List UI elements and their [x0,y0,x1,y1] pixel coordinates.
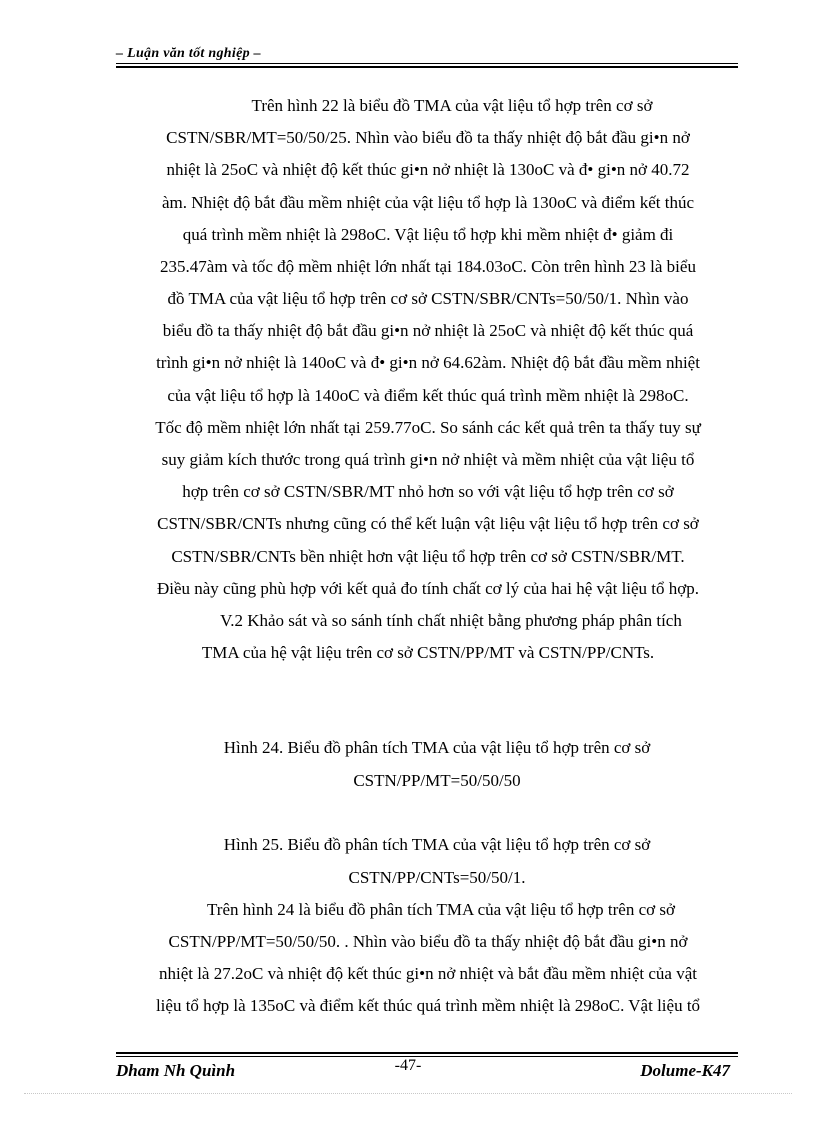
text-line: suy giảm kích thước trong quá trình gi•n nở nhiệt và mềm nhiệt của vật liệu tổ [161,450,695,469]
text-line: Trên hình 22 là biểu đồ TMA của vật liệu tổ hợp trên cơ sở [251,96,653,115]
text-line: Trên hình 24 là biểu đồ phân tích TMA của vật liệu tổ hợp trên cơ sở [207,900,675,919]
text-line: 235.47àm và tốc độ mềm nhiệt lớn nhất tại 184.03oC. Còn trên hình 23 là biểu [160,257,696,276]
text-line: CSTN/SBR/CNTs nhưng cũng có thể kết luận vật liệu vật liệu tổ hợp trên cơ sở [157,514,699,533]
figure-caption: CSTN/PP/MT=50/50/50 [353,771,521,790]
text-line: nhiệt là 25oC và nhiệt độ kết thúc gi•n nở nhiệt là 130oC và đ• gi•n nở 40.72 [166,160,690,179]
text-line: của vật liệu tổ hợp là 140oC và điểm kết thúc quá trình mềm nhiệt là 298oC. [167,386,689,405]
text-line: hợp trên cơ sở CSTN/SBR/MT nhỏ hơn so với vật liệu tổ hợp trên cơ sở [182,482,674,501]
figure-caption: Hình 24. Biểu đồ phân tích TMA của vật liệu tổ hợp trên cơ sở [223,738,651,757]
footer-rule-thick [116,1052,738,1054]
section-heading: V.2 Khảo sát và so sánh tính chất nhiệt bằng phương pháp phân tích [220,611,682,630]
text-line: CSTN/PP/MT=50/50/50. . Nhìn vào biểu đồ ta thấy nhiệt độ bắt đầu gi•n nở [168,932,688,951]
text-line: liệu tổ hợp là 135oC và điểm kết thúc quá trình mềm nhiệt là 298oC. Vật liệu tổ [155,996,701,1015]
figure-caption: Hình 25. Biểu đồ phân tích TMA của vật liệu tổ hợp trên cơ sở [223,835,651,854]
figure-caption: CSTN/PP/CNTs=50/50/1. [348,868,526,887]
header-rule-thick [116,66,738,68]
text-line: Điều này cũng phù hợp với kết quả đo tính chất cơ lý của hai hệ vật liệu tổ hợp. [156,579,700,598]
section-heading: TMA của hệ vật liệu trên cơ sở CSTN/PP/MT và CSTN/PP/CNTs. [201,643,655,662]
text-line: biểu đồ ta thấy nhiệt độ bắt đầu gi•n nở nhiệt là 25oC và nhiệt độ kết thúc quá [162,321,694,340]
text-line: CSTN/SBR/CNTs bền nhiệt hơn vật liệu tổ hợp trên cơ sở CSTN/SBR/MT. [171,547,685,566]
text-line: đồ TMA của vật liệu tổ hợp trên cơ sở CSTN/SBR/CNTs=50/50/1. Nhìn vào [167,289,689,308]
text-line: nhiệt là 27.2oC và nhiệt độ kết thúc gi•n nở nhiệt và bắt đầu mềm nhiệt của vật [158,964,698,983]
text-line: Tốc độ mềm nhiệt lớn nhất tại 259.77oC. So sánh các kết quả trên ta thấy tuy sự [155,418,701,437]
header-rule-thin [116,63,738,64]
text-line: quá trình mềm nhiệt là 298oC. Vật liệu tổ hợp khi mềm nhiệt đ• giảm đi [182,225,674,244]
text-line: àm. Nhiệt độ bắt đầu mềm nhiệt của vật liệu tổ hợp là 130oC và điểm kết thúc [161,193,695,212]
footer-volume: Dolume-K47 [640,1061,730,1080]
page-number: -47- [394,1057,422,1074]
footer-author: Dham Nh Quình [116,1061,236,1080]
text-line: CSTN/SBR/MT=50/50/25. Nhìn vào biểu đồ ta thấy nhiệt độ bắt đầu gi•n nở [166,128,690,147]
running-header: – Luận văn tốt nghiệp – [116,46,261,61]
page-bottom-divider [24,1093,792,1094]
text-line: trình gi•n nở nhiệt là 140oC và đ• gi•n nở 64.62àm. Nhiệt độ bắt đầu mềm nhiệt [156,353,700,372]
